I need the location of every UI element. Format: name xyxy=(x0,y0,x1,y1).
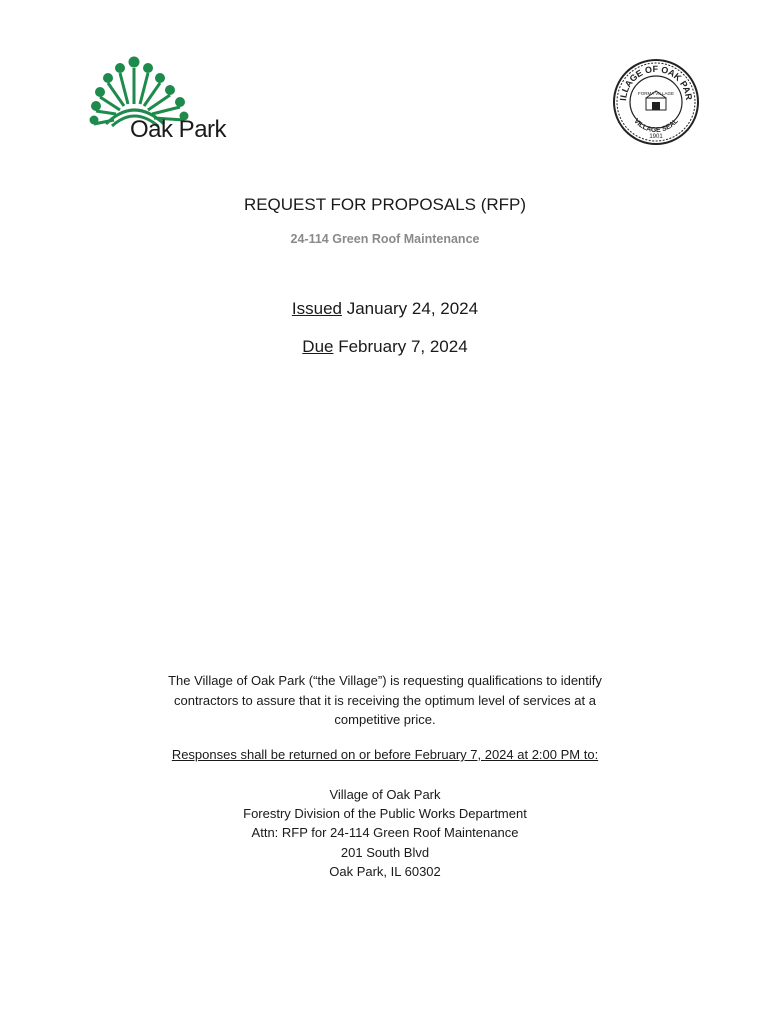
logo-wordmark: Oak Park xyxy=(130,116,227,143)
intro-paragraph: The Village of Oak Park (“the Village”) is requesting qualifications to identify contractors to assure that it is receiving the optimum level of services at a competitive price. xyxy=(168,673,602,727)
seal-icon xyxy=(612,58,700,146)
document-title: REQUEST FOR PROPOSALS (RFP) xyxy=(243,195,527,214)
oak-park-logo xyxy=(88,56,230,146)
document-subtitle: 24-114 Green Roof Maintenance xyxy=(290,232,480,246)
due-line xyxy=(0,337,770,357)
seal-center-text: FORMA VILLAGE xyxy=(637,91,675,96)
issued-label: Issued xyxy=(291,299,342,318)
due-label: Due xyxy=(302,337,334,356)
seal-top-text: ILLAGE OF OAK PAR xyxy=(618,63,695,102)
address-line: 201 South Blvd xyxy=(340,844,430,860)
seal-year: 1901 xyxy=(649,134,663,140)
address-line: Oak Park, IL 60302 xyxy=(329,863,441,879)
address-line: Village of Oak Park xyxy=(329,787,441,802)
mailing-address xyxy=(0,785,770,881)
village-seal xyxy=(612,58,700,146)
issued-date: January 24, 2024 xyxy=(341,299,479,318)
seal-bottom-text: VILLAGE SEAL xyxy=(632,117,680,135)
issued-line xyxy=(0,299,770,319)
returns-instruction: Responses shall be returned on or before February 7, 2024 at 2:00 PM to: xyxy=(171,747,599,762)
address-line: Forestry Division of the Public Works Department xyxy=(243,806,527,822)
due-date: February 7, 2024 xyxy=(333,337,468,356)
address-line: Attn: RFP for 24-114 Green Roof Maintenance xyxy=(251,825,519,841)
